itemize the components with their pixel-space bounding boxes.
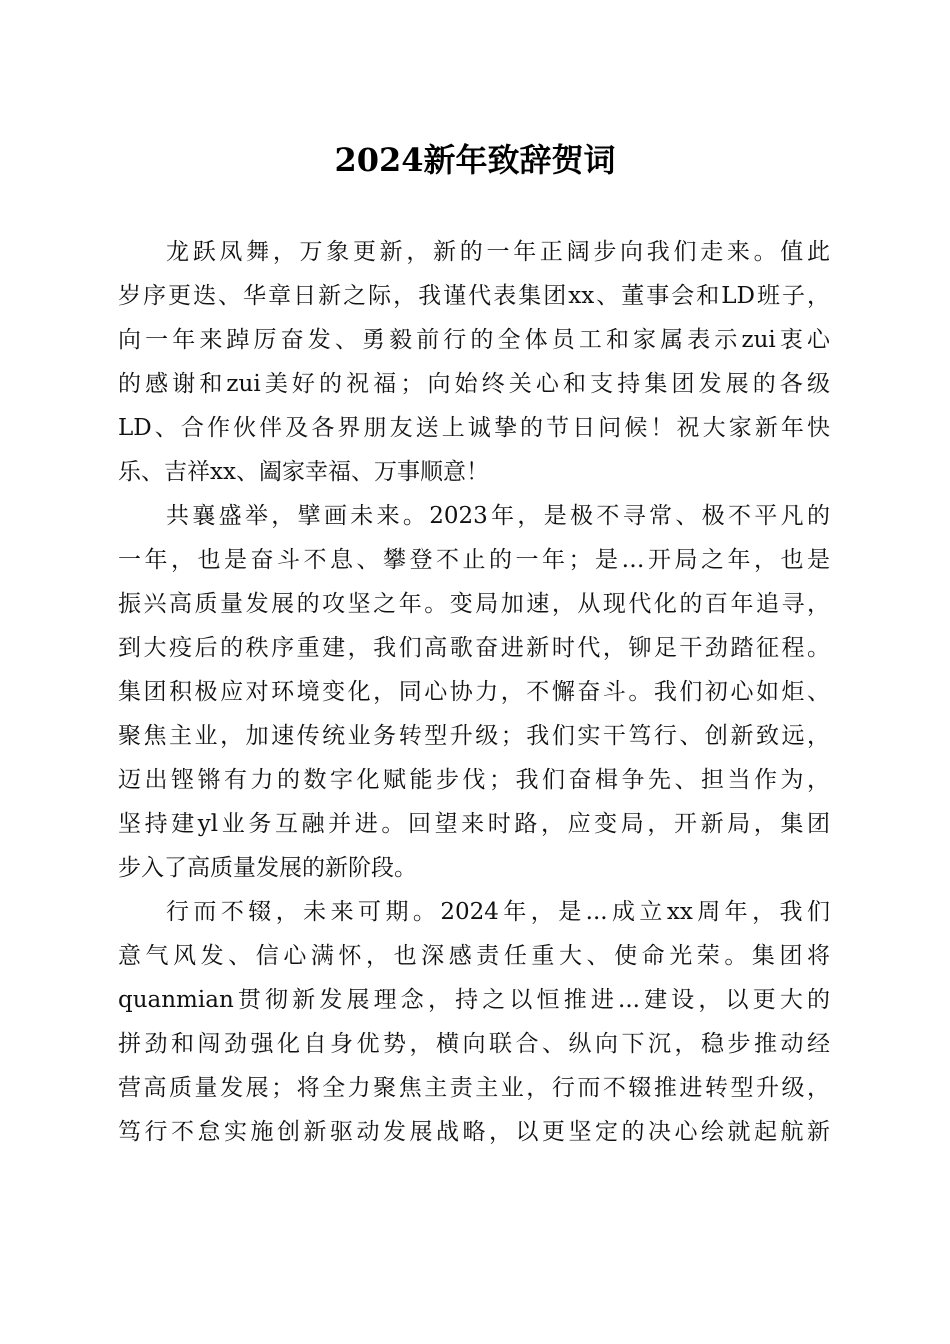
paragraph-line: 一年，也是奋斗不息、攀登不止的一年；是…开局之年，也是 <box>118 547 830 573</box>
paragraph-line: 坚持建yl业务互融并进。回望来时路，应变局，开新局，集团 <box>118 811 830 837</box>
paragraph-line: 意气风发、信心满怀，也深感责任重大、使命光荣。集团将 <box>118 943 830 969</box>
paragraph-line: 向一年来踔厉奋发、勇毅前行的全体员工和家属表示zui衷心 <box>118 327 830 353</box>
paragraph-line: 振兴高质量发展的攻坚之年。变局加速，从现代化的百年追寻， <box>118 591 830 617</box>
paragraph-line: 拼劲和闯劲强化自身优势，横向联合、纵向下沉，稳步推动经 <box>118 1031 830 1057</box>
paragraph-line: 集团积极应对环境变化，同心协力，不懈奋斗。我们初心如炬、 <box>118 679 830 705</box>
paragraph-2 <box>118 494 830 890</box>
paragraph-line: LD、合作伙伴及各界朋友送上诚挚的节日问候！祝大家新年快 <box>118 415 830 441</box>
document-title: 2024新年致辞贺词 <box>334 141 616 179</box>
paragraph-line: 龙跃凤舞，万象更新，新的一年正阔步向我们走来。值此 <box>166 239 830 265</box>
paragraph-1 <box>118 230 830 494</box>
paragraph-line: 营高质量发展；将全力聚焦主责主业，行而不辍推进转型升级， <box>118 1075 830 1101</box>
paragraph-line: 共襄盛举，擘画未来。2023年，是极不寻常、极不平凡的 <box>166 503 830 529</box>
paragraph-line: 聚焦主业，加速传统业务转型升级；我们实干笃行、创新致远， <box>118 723 830 749</box>
paragraph-line: 步入了高质量发展的新阶段。 <box>118 855 417 881</box>
paragraph-line: 行而不辍，未来可期。2024年，是...成立xx周年，我们 <box>166 899 830 925</box>
paragraph-line: 笃行不怠实施创新驱动发展战略，以更坚定的决心绘就起航新 <box>118 1119 830 1145</box>
paragraph-3 <box>118 890 830 1154</box>
paragraph-line: 迈出铿锵有力的数字化赋能步伐；我们奋楫争先、担当作为， <box>118 767 830 793</box>
paragraph-line: 乐、吉祥xx、阖家幸福、万事顺意！ <box>118 459 489 485</box>
paragraph-line: 的感谢和zui美好的祝福；向始终关心和支持集团发展的各级 <box>118 371 830 397</box>
document-body <box>118 230 830 1154</box>
paragraph-line: 岁序更迭、华章日新之际，我谨代表集团xx、董事会和LD班子， <box>118 283 830 309</box>
paragraph-line: quanmian贯彻新发展理念，持之以恒推进...建设，以更大的 <box>118 987 830 1013</box>
paragraph-line: 到大疫后的秩序重建，我们高歌奋进新时代，铆足干劲踏征程。 <box>118 635 830 661</box>
